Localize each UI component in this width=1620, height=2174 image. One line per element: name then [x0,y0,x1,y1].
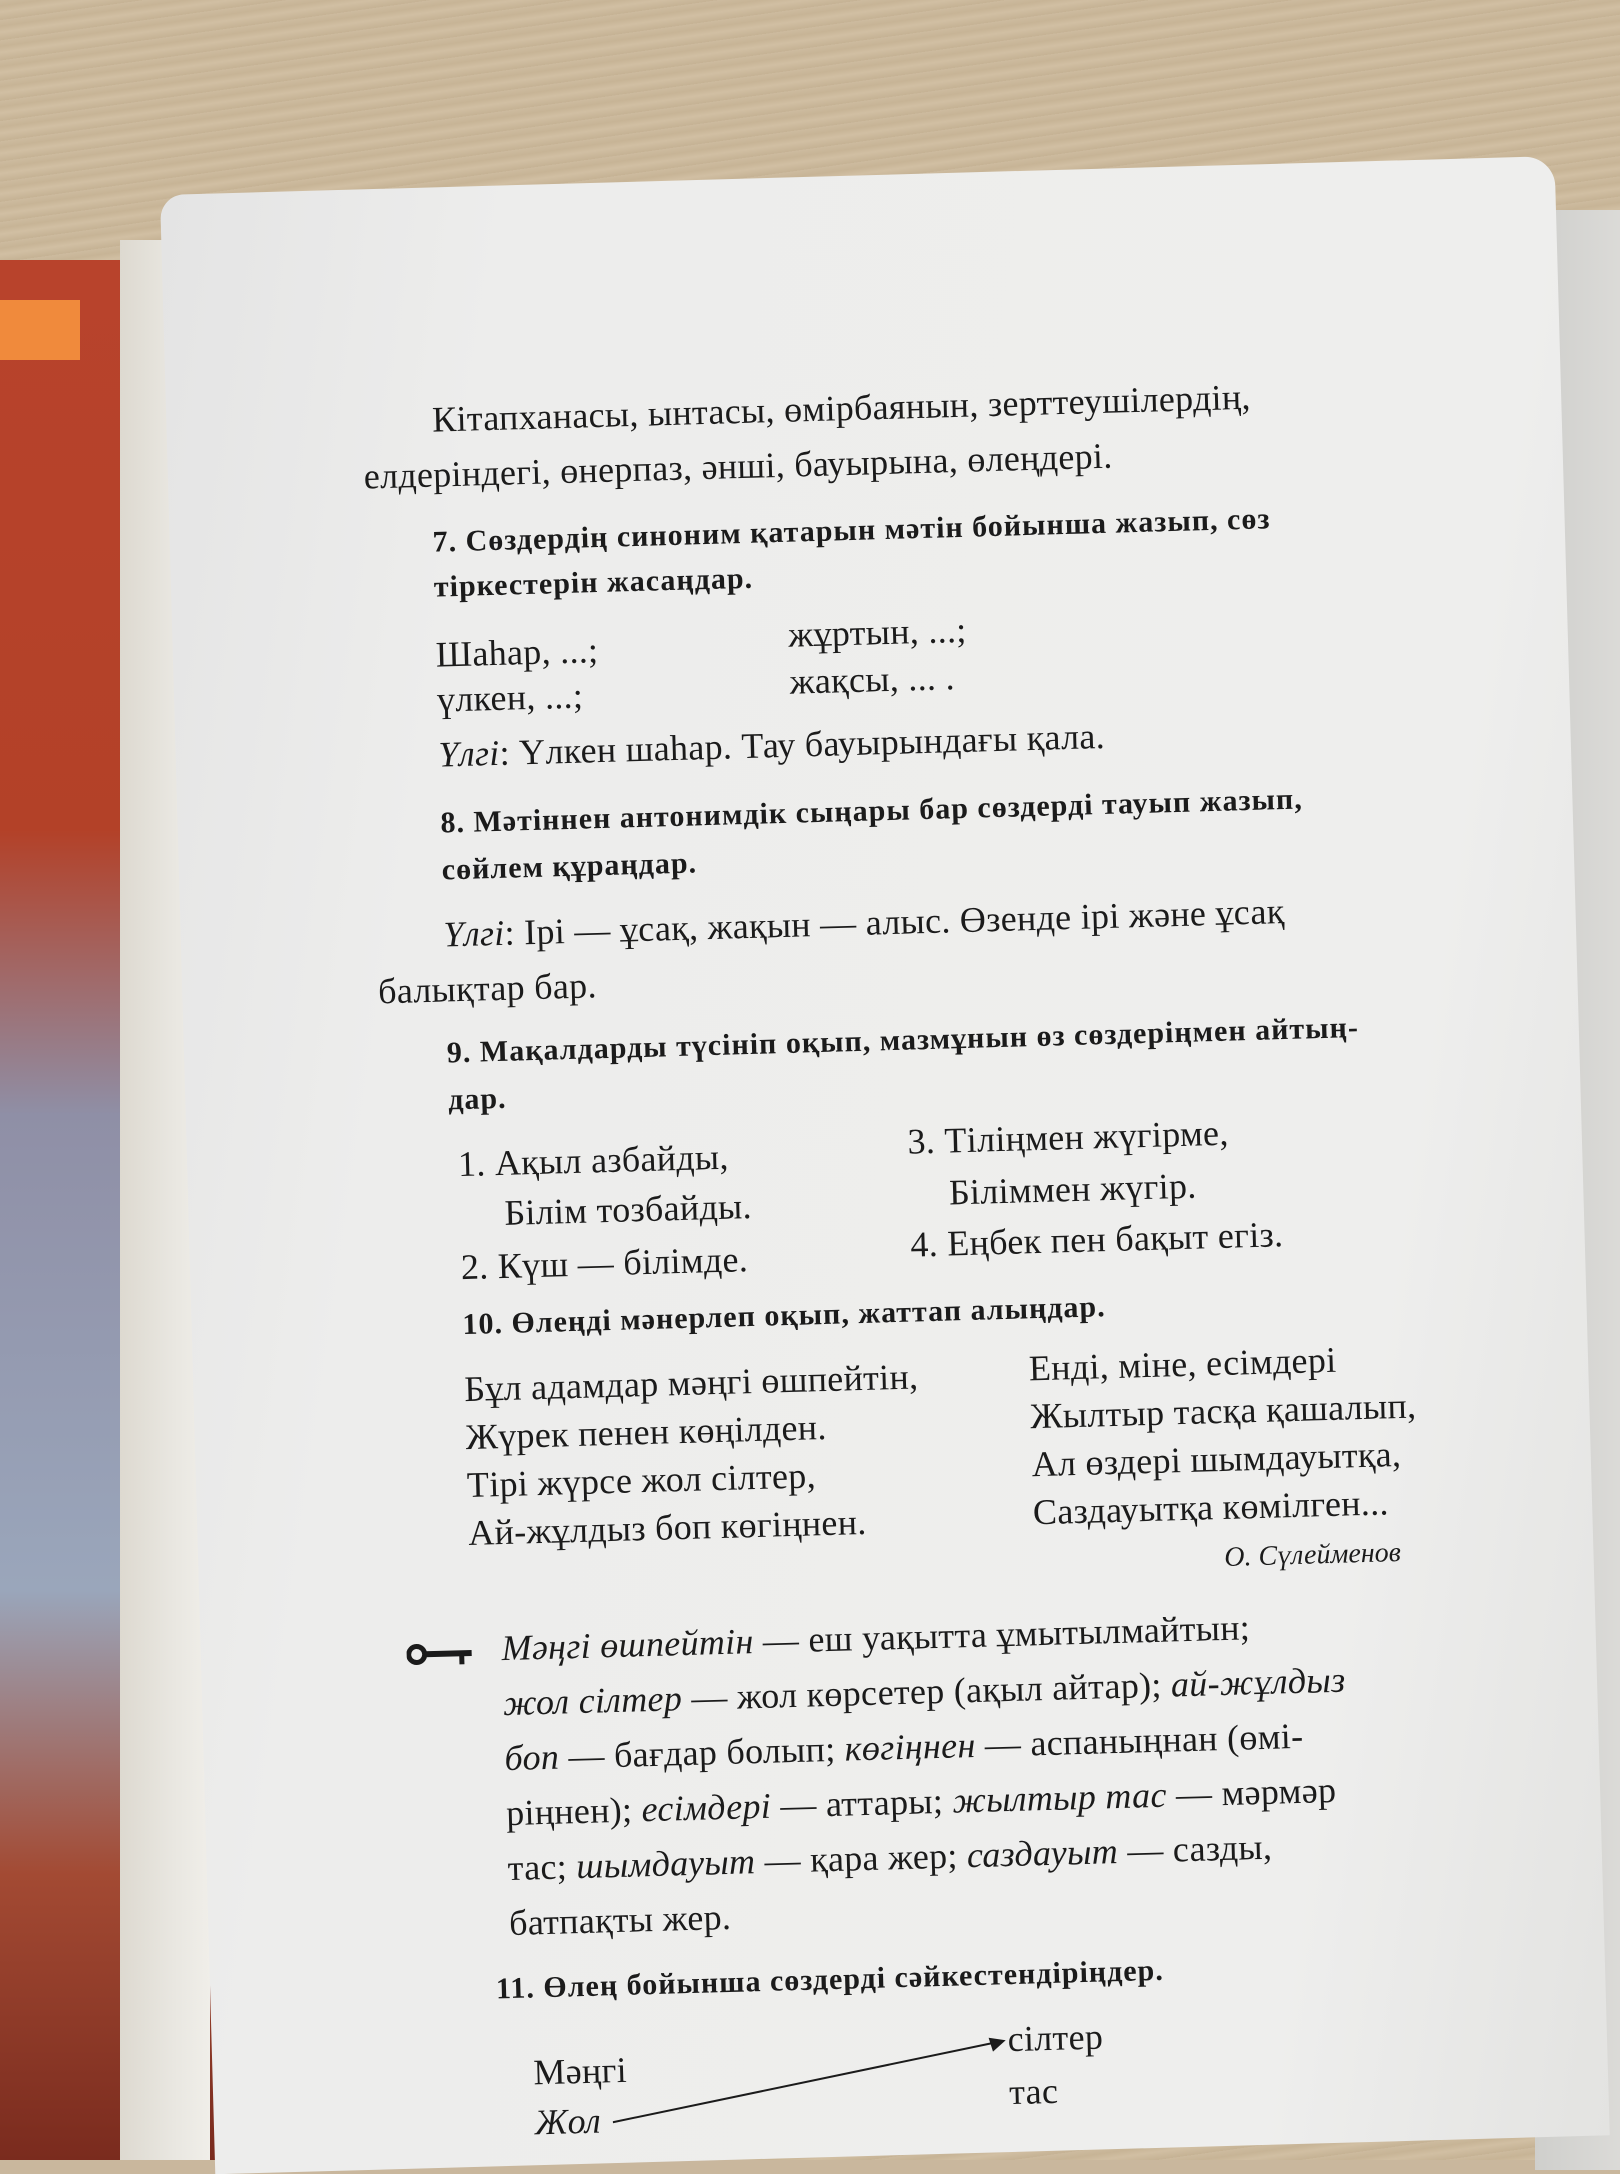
task7-title-line-2: тіркестерін жасаңдар. [433,562,753,605]
poem-right-3: Ал өздері шымдауытқа, [1031,1433,1402,1485]
task8-sample-line-2: балықтар бар. [378,964,598,1012]
definition: — еш уақытта ұмытылмайтын; [753,1607,1251,1661]
sample-text: : Ірі — ұсақ, жақын — алыс. Өзенде ірі және ұсақ [504,891,1285,953]
task10-title: 10. Өлеңді мәнерлеп оқып, жаттап алыңдар. [462,1290,1106,1342]
term: ай-жұлдыз [1170,1660,1346,1705]
definition: — бағдар болып; [559,1729,846,1777]
definition: ріңнен); [506,1789,643,1833]
bookmark-tab [0,300,80,360]
term: шымдауыт [576,1841,756,1886]
match-right-2: тас [1009,2070,1059,2113]
glossary-line-6: батпақты жер. [509,1896,732,1944]
match-arrow [611,2031,1013,2132]
poem-right-2: Жылтыр тасқа қашалып, [1030,1385,1417,1438]
task8-title-line-2: сөйлем құраңдар. [441,846,697,887]
task7-title-line-1: 7. Сөздердің синоним қатарын мәтін бойынша жазып, сөз [432,502,1271,559]
proverb-1b: Білім тозбайды. [504,1185,753,1234]
poem-left-3: Тірі жүрсе жол сілтер, [466,1454,816,1506]
term: есімдері [641,1786,772,1830]
match-right-1: сілтер [1007,2016,1104,2061]
intro-line-2: елдеріндегі, өнерпаз, әнші, бауырына, өлеңдері. [363,435,1113,498]
task9-title-line-2: дар. [448,1082,507,1118]
task7-word-2: жұртын, ...; [788,609,967,656]
proverb-4: 4. Еңбек пен бақыт егіз. [910,1213,1284,1265]
proverb-3a: 3. Тіліңмен жүгірме, [907,1112,1229,1163]
proverb-2: 2. Күш — білімде. [460,1238,748,1288]
sample-text: : Үлкен шаһар. Тау бауырындағы қала. [499,716,1105,773]
term: боп [504,1737,560,1779]
sample-label: Үлгі [443,913,505,955]
term: саздауыт [966,1831,1118,1875]
term: жол сілтер [503,1678,683,1723]
poem-left-4: Ай-жұлдыз боп көгіңнен. [468,1501,867,1554]
match-left-2: Жол [534,2100,601,2144]
poem-left-1: Бұл адамдар мәңгі өшпейтін, [464,1355,919,1410]
definition: — мәрмәр [1166,1770,1337,1815]
intro-line-1: Кітапханасы, ынтасы, өмірбаянын, зерттеушілердің, [432,376,1252,441]
proverb-3b: Біліммен жүгір. [948,1165,1197,1214]
task8-title-line-1: 8. Мәтіннен антонимдік сыңары бар сөздерді тауып жазып, [440,782,1303,840]
definition: тас; [507,1846,577,1888]
task7-word-3: үлкен, ...; [436,675,583,721]
sample-label: Үлгі [438,733,500,775]
task7-word-4: жақсы, ... . [789,656,955,703]
definition: — сазды, [1117,1827,1272,1871]
poem-left-2: Жүрек пенен көңілден. [465,1406,827,1458]
task9-title-line-1: 9. Мақалдарды түсініп оқып, мазмұнын өз сөздеріңмен айтың- [446,1011,1359,1070]
definition: — аттары; [770,1781,952,1826]
term: көгіңнен [844,1725,976,1769]
definition: — аспаныңнан (өмі- [975,1716,1304,1765]
key-icon [406,1638,477,1670]
term: жылтыр тас [952,1775,1167,1821]
proverb-1a: 1. Ақыл азбайды, [457,1136,729,1186]
poem-right-1: Енді, міне, есімдері [1028,1339,1337,1390]
definition: — қара жер; [755,1835,968,1881]
match-left-1: Мәңгі [533,2049,628,2094]
definition: — жол көрсетер (ақыл айтар); [681,1664,1171,1718]
poem-author: О. Сүлейменов [1224,1537,1401,1574]
term: Мәңгі өшпейтін [501,1621,754,1668]
task11-title: 11. Өлең бойынша сөздерді сәйкестендіріңдер. [496,1954,1165,2007]
poem-right-4: Саздауытқа көмілген... [1032,1481,1389,1533]
task7-word-1: Шаһар, ...; [435,629,599,676]
